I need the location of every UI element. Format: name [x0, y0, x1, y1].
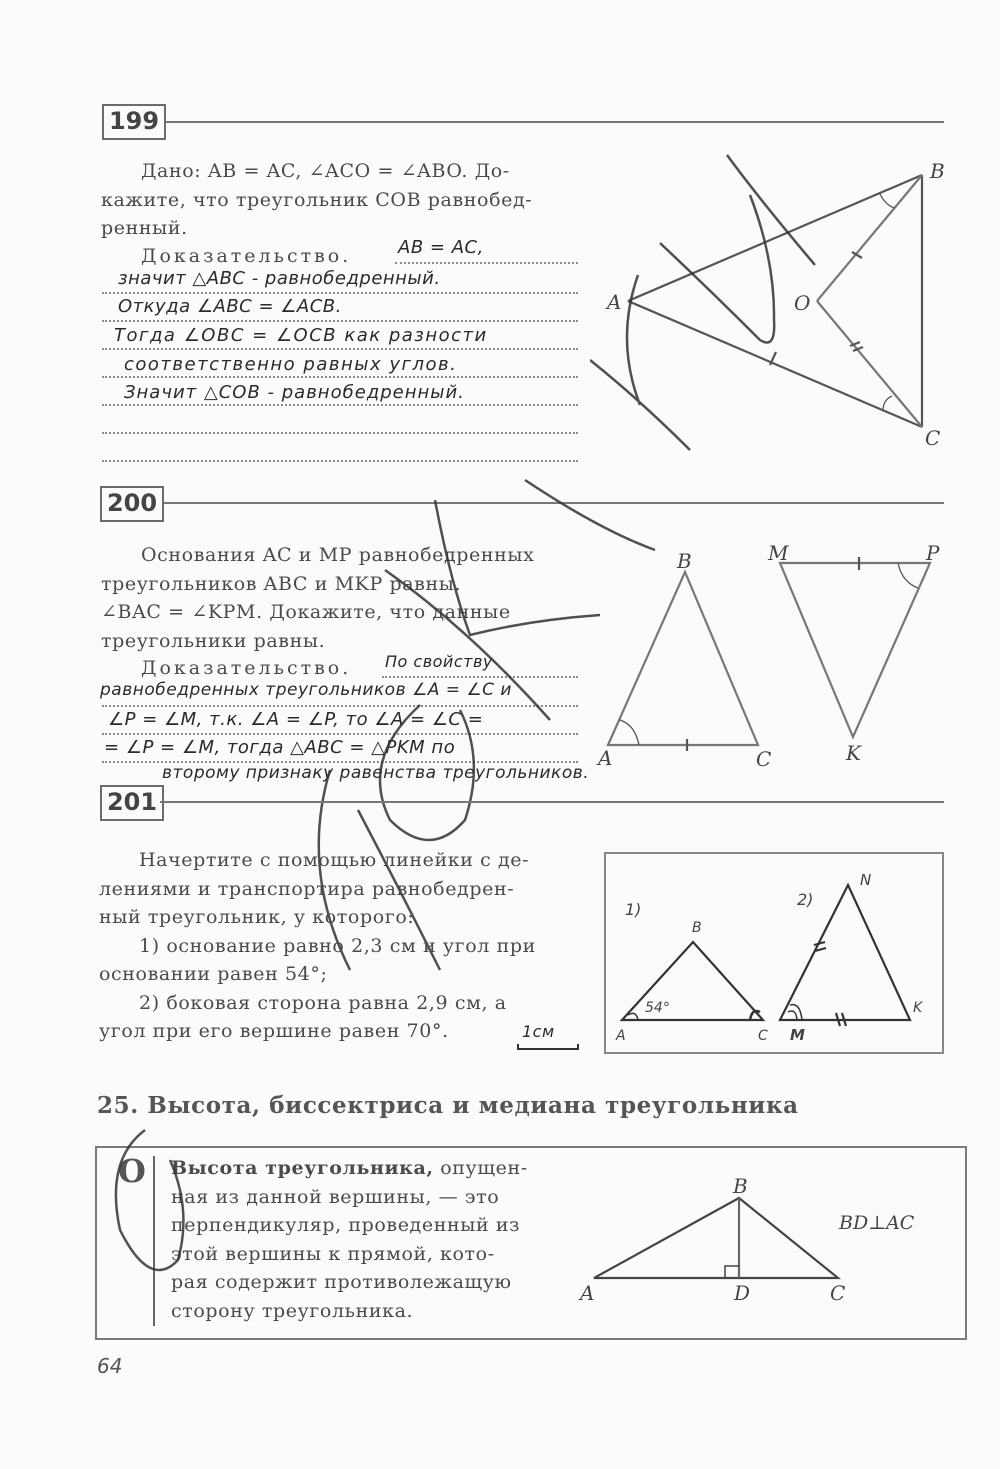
point-label-o: O	[794, 291, 811, 315]
statement-line: треугольники равны.	[101, 629, 326, 652]
vertex-label-b: B	[733, 1174, 748, 1198]
definition-line: ная из данной вершины, — это	[171, 1185, 500, 1208]
definition-term: Высота треугольника,	[171, 1157, 434, 1179]
definition-line: сторону треугольника.	[171, 1299, 414, 1322]
vertex-label-k: K	[913, 1000, 923, 1016]
figure-201-drawn-triangles	[600, 850, 950, 1060]
perpendicular-caption: BD⊥AC	[839, 1212, 915, 1234]
statement-line: ∠BAC = ∠KPM. Докажите, что данные	[101, 601, 511, 623]
angle-label-54: 54°	[645, 1000, 670, 1016]
vertex-label-p: P	[926, 541, 940, 565]
statement-line: кажите, что треугольник COB равнобед-	[101, 188, 533, 211]
vertex-label-b: B	[930, 159, 945, 183]
statement-line: ренный.	[101, 217, 188, 239]
problem-number-199: 199	[102, 104, 166, 140]
vertex-label-c: C	[758, 1028, 768, 1044]
answer-line	[102, 376, 578, 378]
vertex-label-m: M	[768, 541, 789, 565]
proof-label-199: Доказательство.	[141, 245, 352, 267]
proof-label-200: Доказательство.	[141, 657, 352, 679]
statement-line: Основания AC и MP равнобедренных	[141, 544, 535, 566]
figure-altitude-bd	[560, 1140, 980, 1340]
answer-line	[102, 460, 578, 462]
problem-number-201: 201	[100, 785, 164, 821]
header-rule-201	[160, 801, 944, 803]
scale-label: 1см	[522, 1022, 555, 1041]
vertex-label-a: A	[616, 1028, 626, 1044]
foot-label-d: D	[734, 1281, 751, 1305]
vertex-label-n: N	[860, 871, 872, 889]
handwritten-answer: Тогда ∠OBC = ∠OCB как разности	[114, 325, 488, 346]
vertex-label-c: C	[925, 426, 941, 450]
scale-bar	[517, 1044, 579, 1050]
part-1-label: 1)	[625, 900, 642, 919]
definition-line	[171, 1154, 551, 1183]
problem-number-200: 200	[100, 486, 164, 522]
answer-line	[102, 348, 578, 350]
statement-line: Начертите с помощью линейки с де-	[139, 849, 530, 871]
statement-line: ный треугольник, у которого:	[99, 906, 415, 928]
vertex-label-b: B	[677, 549, 692, 573]
vertex-label-a: A	[607, 290, 622, 314]
handwritten-answer: По свойству	[385, 652, 493, 671]
answer-line	[102, 432, 578, 434]
definition-marker: О	[118, 1152, 146, 1190]
problem-199-statement	[101, 157, 579, 243]
handwritten-answer: Откуда ∠ABC = ∠ACB.	[118, 296, 342, 317]
answer-line	[102, 292, 578, 294]
handwritten-answer: ∠P = ∠M, т.к. ∠A = ∠P, то ∠A = ∠C =	[108, 709, 484, 730]
handwritten-answer: AB = AC,	[398, 237, 484, 258]
handwritten-answer: второму признаку равенства треугольников.	[162, 763, 590, 783]
pen-oval	[100, 1120, 200, 1300]
definition-text	[171, 1154, 551, 1325]
statement-line: Дано: AB = AC, ∠ACO = ∠ABO. До-	[141, 160, 510, 182]
vertex-label-a: A	[598, 746, 613, 770]
statement-line: 1) основание равно 2,3 см и угол при	[139, 934, 536, 957]
page-number: 64	[97, 1354, 123, 1378]
answer-line	[102, 404, 578, 406]
section-title: 25. Высота, биссектриса и медиана треугольника	[97, 1092, 799, 1119]
handwritten-answer: значит △ABC - равнобедренный.	[118, 268, 441, 289]
vertex-label-k: K	[846, 741, 861, 765]
handwritten-answer: Значит △COB - равнобедренный.	[124, 382, 465, 403]
handwritten-answer: равнобедренных треугольников ∠A = ∠C и	[100, 680, 512, 700]
answer-line	[395, 262, 578, 264]
vertex-label-c: C	[830, 1281, 846, 1305]
answer-line	[102, 320, 578, 322]
definition-line: этой вершины к прямой, кото-	[171, 1242, 495, 1265]
handwritten-answer: = ∠P = ∠M, тогда △ABC = △PKM по	[104, 737, 456, 758]
vertex-label-c: C	[756, 747, 772, 771]
header-rule-199	[166, 121, 944, 123]
statement-line: лениями и транспортира равнобедрен-	[99, 877, 515, 900]
part-2-label: 2)	[797, 890, 814, 909]
definition-line: рая содержит противолежащую	[171, 1271, 512, 1293]
figure-199-triangle-abc-point-o	[590, 140, 970, 470]
vertex-label-b: B	[692, 920, 702, 936]
statement-line: основании равен 54°;	[99, 963, 328, 985]
vertex-label-m: M	[790, 1026, 805, 1044]
problem-201-statement	[99, 846, 579, 1046]
statement-line: угол при его вершине равен 70°.	[99, 1020, 449, 1042]
vertex-label-a: A	[580, 1281, 595, 1305]
handwritten-answer: соответственно равных углов.	[124, 354, 458, 375]
statement-line: 2) боковая сторона равна 2,9 см, а	[139, 991, 507, 1014]
definition-line: перпендикуляр, проведенный из	[171, 1214, 521, 1236]
statement-line: треугольников ABC и MKP равны.	[101, 572, 462, 595]
definition-line-part: опущен-	[433, 1157, 528, 1179]
